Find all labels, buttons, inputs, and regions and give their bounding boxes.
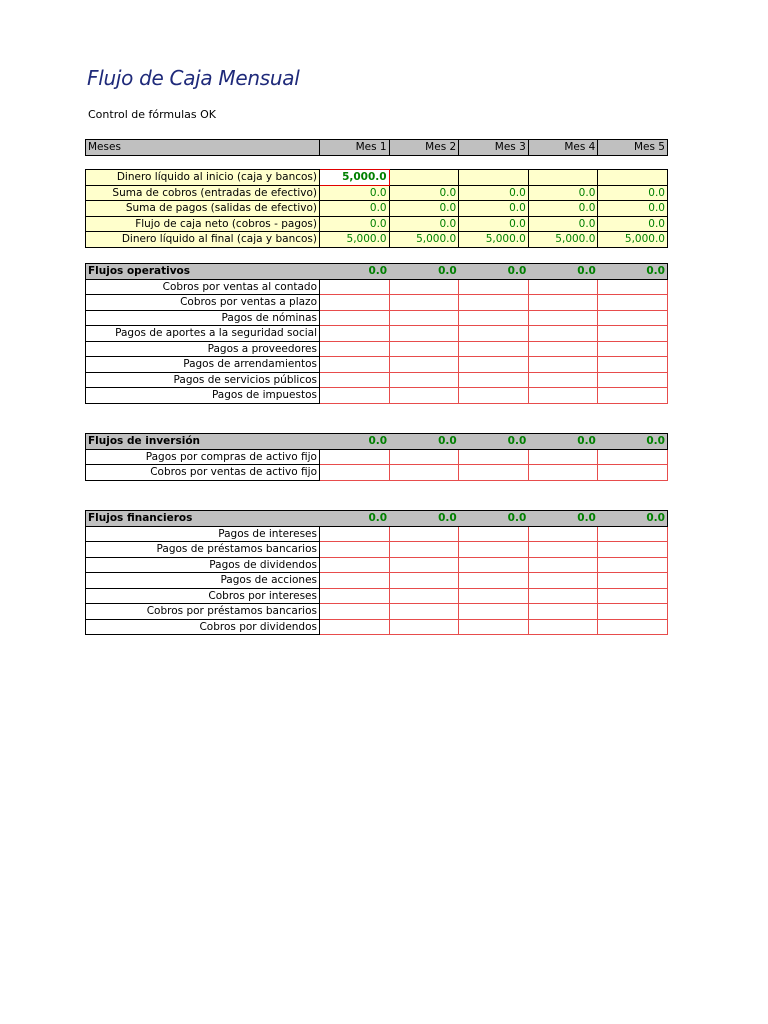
section-total: 0.0 — [320, 264, 390, 280]
input-cell[interactable] — [389, 388, 459, 404]
input-cell[interactable] — [528, 619, 598, 635]
section-header-financing — [86, 511, 668, 527]
table-row — [86, 573, 668, 589]
summary-cell — [459, 170, 529, 186]
input-cell[interactable] — [389, 573, 459, 589]
row-label: Pagos por compras de activo fijo — [86, 449, 320, 465]
row-label: Cobros por intereses — [86, 588, 320, 604]
input-cell[interactable] — [389, 557, 459, 573]
section-title: Flujos financieros — [86, 511, 320, 527]
section-total: 0.0 — [528, 434, 598, 450]
row-label: Pagos de impuestos — [86, 388, 320, 404]
summary-row-closing-cash — [86, 232, 668, 248]
input-cell[interactable] — [528, 326, 598, 342]
summary-label: Suma de cobros (entradas de efectivo) — [86, 185, 320, 201]
input-cell[interactable] — [598, 573, 668, 589]
section-title: Flujos de inversión — [86, 434, 320, 450]
table-row — [86, 557, 668, 573]
summary-cell: 0.0 — [320, 216, 390, 232]
month-header: Mes 1 — [320, 140, 390, 156]
input-cell[interactable] — [459, 573, 529, 589]
input-cell[interactable] — [528, 604, 598, 620]
row-label: Pagos de dividendos — [86, 557, 320, 573]
input-cell[interactable] — [320, 573, 390, 589]
summary-cell: 0.0 — [459, 216, 529, 232]
summary-row-total-receipts — [86, 185, 668, 201]
input-cell[interactable] — [459, 279, 529, 295]
input-cell[interactable] — [320, 449, 390, 465]
input-cell[interactable] — [459, 465, 529, 481]
summary-cell: 5,000.0 — [528, 232, 598, 248]
input-cell[interactable] — [459, 526, 529, 542]
table-row — [86, 279, 668, 295]
summary-label: Dinero líquido al final (caja y bancos) — [86, 232, 320, 248]
input-cell[interactable] — [389, 542, 459, 558]
section-total: 0.0 — [598, 264, 668, 280]
input-cell[interactable] — [528, 295, 598, 311]
input-cell[interactable] — [598, 449, 668, 465]
input-cell[interactable] — [528, 279, 598, 295]
summary-label: Dinero líquido al inicio (caja y bancos) — [86, 170, 320, 186]
input-cell[interactable] — [320, 279, 390, 295]
section-total: 0.0 — [598, 434, 668, 450]
summary-cell: 0.0 — [389, 185, 459, 201]
input-cell[interactable] — [320, 310, 390, 326]
row-label: Pagos de nóminas — [86, 310, 320, 326]
row-label: Pagos de acciones — [86, 573, 320, 589]
month-header: Mes 2 — [389, 140, 459, 156]
input-cell[interactable] — [389, 357, 459, 373]
input-cell[interactable] — [389, 619, 459, 635]
section-total: 0.0 — [459, 511, 529, 527]
financing-flows-table — [85, 510, 668, 635]
section-total: 0.0 — [459, 264, 529, 280]
input-cell[interactable] — [320, 557, 390, 573]
input-cell[interactable] — [598, 372, 668, 388]
month-header: Mes 3 — [459, 140, 529, 156]
input-cell[interactable] — [320, 588, 390, 604]
summary-row-opening-cash — [86, 170, 668, 186]
input-cell[interactable] — [459, 557, 529, 573]
input-cell[interactable] — [598, 588, 668, 604]
row-label: Cobros por préstamos bancarios — [86, 604, 320, 620]
summary-cell: 0.0 — [598, 185, 668, 201]
input-cell[interactable] — [459, 604, 529, 620]
months-header-label: Meses — [86, 140, 320, 156]
input-cell[interactable] — [598, 295, 668, 311]
input-cell[interactable] — [459, 357, 529, 373]
row-label: Pagos de aportes a la seguridad social — [86, 326, 320, 342]
input-cell[interactable] — [598, 357, 668, 373]
input-cell[interactable] — [320, 542, 390, 558]
input-cell[interactable] — [459, 310, 529, 326]
input-cell[interactable] — [459, 619, 529, 635]
table-row — [86, 542, 668, 558]
input-cell[interactable] — [598, 604, 668, 620]
input-cell[interactable] — [528, 588, 598, 604]
input-cell[interactable] — [320, 372, 390, 388]
input-cell[interactable] — [598, 542, 668, 558]
input-cell[interactable] — [598, 619, 668, 635]
summary-cell: 5,000.0 — [320, 232, 390, 248]
summary-table — [85, 169, 668, 248]
month-header: Mes 4 — [528, 140, 598, 156]
row-label: Pagos de préstamos bancarios — [86, 542, 320, 558]
input-cell[interactable] — [389, 372, 459, 388]
input-cell[interactable] — [598, 326, 668, 342]
input-cell[interactable] — [389, 449, 459, 465]
input-cell[interactable] — [459, 388, 529, 404]
table-row — [86, 619, 668, 635]
summary-label: Flujo de caja neto (cobros - pagos) — [86, 216, 320, 232]
input-cell[interactable] — [389, 310, 459, 326]
section-total: 0.0 — [389, 511, 459, 527]
input-cell[interactable] — [528, 557, 598, 573]
section-total: 0.0 — [389, 434, 459, 450]
input-cell[interactable] — [528, 573, 598, 589]
input-cell[interactable] — [459, 449, 529, 465]
summary-cell: 0.0 — [320, 185, 390, 201]
summary-cell: 0.0 — [598, 216, 668, 232]
summary-cell: 0.0 — [528, 216, 598, 232]
month-header: Mes 5 — [598, 140, 668, 156]
input-cell[interactable] — [389, 326, 459, 342]
summary-cell: 0.0 — [528, 185, 598, 201]
row-label: Pagos de arrendamientos — [86, 357, 320, 373]
input-cell[interactable] — [528, 465, 598, 481]
input-cell[interactable] — [598, 526, 668, 542]
section-total: 0.0 — [389, 264, 459, 280]
row-label: Cobros por ventas a plazo — [86, 295, 320, 311]
table-row — [86, 588, 668, 604]
input-cell[interactable] — [598, 341, 668, 357]
table-row — [86, 310, 668, 326]
input-cell[interactable] — [389, 279, 459, 295]
table-row — [86, 388, 668, 404]
input-cell[interactable] — [598, 310, 668, 326]
summary-cell: 0.0 — [528, 201, 598, 217]
input-cell[interactable] — [320, 526, 390, 542]
input-cell[interactable] — [389, 295, 459, 311]
input-cell[interactable] — [389, 604, 459, 620]
section-total: 0.0 — [528, 264, 598, 280]
row-label: Pagos a proveedores — [86, 341, 320, 357]
section-title: Flujos operativos — [86, 264, 320, 280]
summary-cell: 0.0 — [320, 201, 390, 217]
months-header-table — [85, 139, 668, 156]
input-cell[interactable] — [459, 372, 529, 388]
summary-cell: 5,000.0 — [459, 232, 529, 248]
input-cell[interactable] — [528, 388, 598, 404]
table-row — [86, 449, 668, 465]
section-total: 0.0 — [598, 511, 668, 527]
table-row — [86, 326, 668, 342]
section-total: 0.0 — [320, 434, 390, 450]
section-total: 0.0 — [528, 511, 598, 527]
summary-label: Suma de pagos (salidas de efectivo) — [86, 201, 320, 217]
table-row — [86, 357, 668, 373]
row-label: Cobros por ventas de activo fijo — [86, 465, 320, 481]
input-cell[interactable] — [598, 465, 668, 481]
table-row — [86, 372, 668, 388]
input-cell[interactable] — [389, 526, 459, 542]
summary-cell: 0.0 — [389, 201, 459, 217]
summary-row-net-flow — [86, 216, 668, 232]
row-label: Pagos de servicios públicos — [86, 372, 320, 388]
summary-cell — [598, 170, 668, 186]
input-cell[interactable] — [389, 341, 459, 357]
input-cell[interactable] — [459, 295, 529, 311]
section-header-operating — [86, 264, 668, 280]
input-cell[interactable] — [320, 465, 390, 481]
input-cell[interactable] — [528, 526, 598, 542]
summary-cell: 5,000.0 — [598, 232, 668, 248]
summary-cell: 0.0 — [459, 201, 529, 217]
input-cell[interactable] — [320, 619, 390, 635]
input-cell[interactable] — [320, 388, 390, 404]
summary-cell: 0.0 — [389, 216, 459, 232]
input-cell[interactable] — [598, 388, 668, 404]
row-label: Cobros por ventas al contado — [86, 279, 320, 295]
input-cell[interactable] — [459, 326, 529, 342]
section-total: 0.0 — [459, 434, 529, 450]
input-cell[interactable] — [320, 341, 390, 357]
input-cell[interactable] — [389, 465, 459, 481]
table-row — [86, 341, 668, 357]
investment-flows-table — [85, 433, 668, 481]
page-title: Flujo de Caja Mensual — [87, 66, 300, 90]
input-cell[interactable] — [320, 604, 390, 620]
input-cell[interactable] — [320, 326, 390, 342]
input-cell[interactable] — [459, 588, 529, 604]
input-cell[interactable] — [528, 357, 598, 373]
input-cell[interactable] — [528, 449, 598, 465]
input-cell[interactable] — [528, 542, 598, 558]
summary-cell: 5,000.0 — [389, 232, 459, 248]
summary-cell — [528, 170, 598, 186]
input-cell[interactable] — [459, 542, 529, 558]
input-cell[interactable] — [389, 588, 459, 604]
section-total: 0.0 — [320, 511, 390, 527]
row-label: Pagos de intereses — [86, 526, 320, 542]
input-cell[interactable] — [598, 557, 668, 573]
input-cell[interactable] — [459, 341, 529, 357]
row-label: Cobros por dividendos — [86, 619, 320, 635]
summary-cell: 0.0 — [598, 201, 668, 217]
summary-cell — [389, 170, 459, 186]
table-row — [86, 604, 668, 620]
months-header-row — [86, 140, 668, 156]
table-row — [86, 465, 668, 481]
input-cell[interactable] — [528, 372, 598, 388]
input-cell[interactable] — [320, 295, 390, 311]
input-cell[interactable] — [598, 279, 668, 295]
summary-cell: 0.0 — [459, 185, 529, 201]
summary-row-total-payments — [86, 201, 668, 217]
section-header-investment — [86, 434, 668, 450]
input-cell[interactable] — [528, 310, 598, 326]
formula-control-status: Control de fórmulas OK — [88, 108, 217, 121]
input-cell[interactable] — [528, 341, 598, 357]
table-row — [86, 295, 668, 311]
table-row — [86, 526, 668, 542]
operating-flows-table — [85, 263, 668, 404]
opening-cash-input[interactable]: 5,000.0 — [320, 170, 390, 186]
input-cell[interactable] — [320, 357, 390, 373]
